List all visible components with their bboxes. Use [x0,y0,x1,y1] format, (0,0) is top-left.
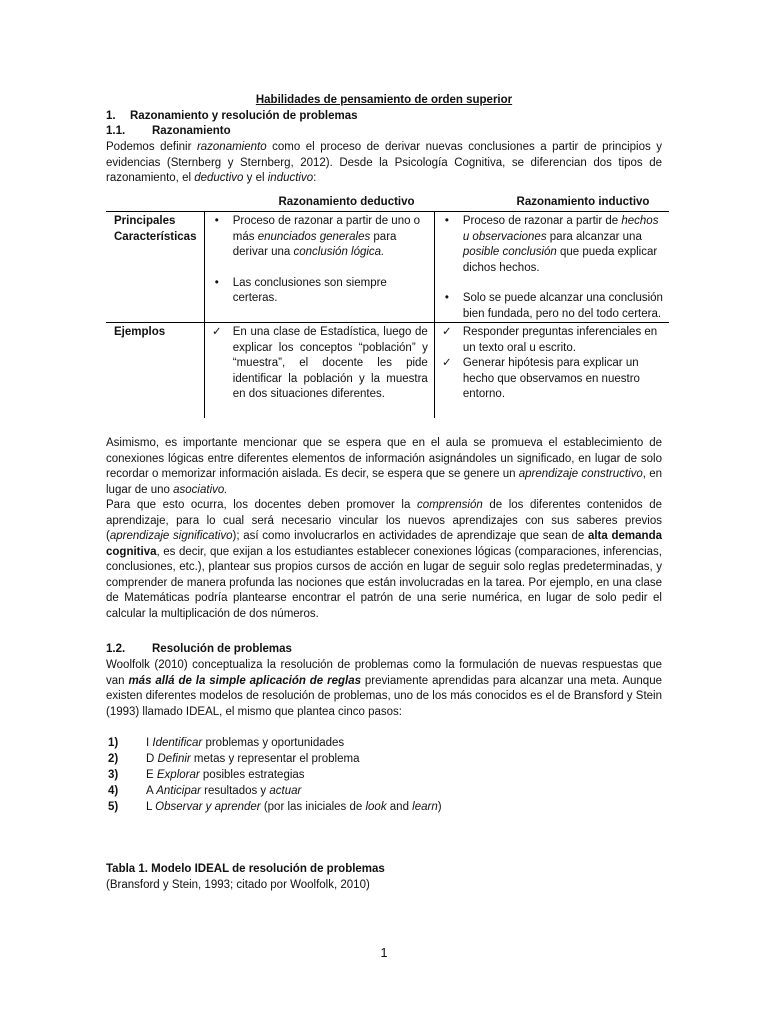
bullet-icon: • [214,276,219,289]
section-1-1-title: Razonamiento [152,125,231,137]
ideal-steps-list [106,736,442,816]
list-item: 2) D Definir metas y representar el problema [108,753,360,765]
section-1-title: Razonamiento y resolución de problemas [130,110,358,122]
inductive-features-list [435,214,669,322]
caption-title: Tabla 1. Modelo IDEAL de resolución de problemas [106,863,385,875]
list-item: • Solo se puede alcanzar una conclusión bien fundada, pero no del todo certera. [435,291,669,322]
table-caption [106,862,385,893]
paragraph-constructive-learning [106,436,662,622]
list-item: ✓ Generar hipótesis para explicar un hecho que observamos en nuestro entorno. [435,356,669,403]
cell-inductive-examples [434,323,669,419]
cell-deductive-examples [204,323,434,419]
list-item: 3) E Explorar posibles estrategias [108,769,305,781]
reasoning-table [106,211,669,418]
table-row-examples [106,323,669,419]
table-row-characteristics [106,212,669,323]
section-1-heading [106,109,358,125]
column-header-inductive: Razonamiento inductivo [516,196,650,208]
list-item: • Proceso de razonar a partir de uno o más enunciados generales para derivar una conclusión lógica. [205,214,434,261]
inductive-examples-list [435,325,669,403]
list-item: ✓ Responder preguntas inferenciales en un texto oral u escrito. [435,325,669,356]
deductive-examples-list [205,325,434,403]
section-1-2-number: 1.2. [106,643,126,655]
column-header-deductive: Razonamiento deductivo [278,196,415,208]
list-item: • Las conclusiones son siempre certeras. [205,276,434,307]
bullet-icon: • [214,215,219,227]
bullet-icon: • [444,215,449,227]
deductive-features-list [205,214,434,307]
list-item: 1) I Identificar problemas y oportunidades [108,737,345,749]
section-1-number: 1. [106,110,116,122]
document-title: Habilidades de pensamiento de orden superior [255,94,513,106]
list-item: 4) A Anticipar resultados y actuar [108,785,302,797]
intro-paragraph: Podemos definir razonamiento como el proceso de derivar nuevas conclusiones a partir de principios y evidencias (Sternberg y Sternberg, 2012). Desde la Psicología Cognitiva, se diferencian dos tipos de razonamiento, el deductivo y el inductivo: [106,141,662,184]
cell-inductive-features [434,212,669,323]
row-label-examples: Ejemplos [106,323,204,419]
cell-deductive-features [204,212,434,323]
list-item: ✓ En una clase de Estadística, luego de explicar los conceptos “población” y “muestra”, el docente les pide identificar la población y la muestra en dos situaciones diferentes. [205,325,434,403]
paragraph-3: Para que esto ocurra, los docentes deben promover la comprensión de los diferentes contenidos de aprendizaje, para lo cual será necesario vincular los nuevos aprendizajes con sus saberes previos (aprendizaje significativo); así como involucrarlos en actividades de aprendizaje que sean de alta demanda cognitiva, es decir, que exijan a los estudiantes establecer conexiones lógicas (comparaciones, inferencias, conclusiones, etc.), plantear sus propios cursos de acción en lugar de seguir solo reglas predeterminadas, y comprender de manera profunda las nociones que están involucradas en la tarea. Por ejemplo, en una clase de Matemáticas podría plantearse encontrar el patrón de una serie numérica, en lugar de solo pedir el calcular la multiplicación de dos números. [106,499,662,620]
section-1-1-number: 1.1. [106,125,126,137]
list-item: 5) L Observar y aprender (por las iniciales de look and learn) [108,801,442,813]
section-1-2-title: Resolución de problemas [152,643,292,655]
page-number: 1 [380,945,388,960]
row-label-characteristics: Principales Características [106,212,204,323]
list-item: • Proceso de razonar a partir de hechos u observaciones para alcanzar una posible conclusión que pueda explicar dichos hechos. [435,214,669,276]
bullet-icon: • [444,292,449,304]
section-1-1-heading [106,124,231,140]
section-1-2-heading [106,642,292,658]
paragraph-problem-solving: Woolfolk (2010) conceptualiza la resolución de problemas como la formulación de nuevas respuestas que van más allá de la simple aplicación de reglas previamente aprendidas para alcanzar una meta. Aunque existen diferentes modelos de resolución de problemas, uno de los más conocidos es el de Bransford y Stein (1993) llamado IDEAL, el mismo que plantea cinco pasos: [106,659,662,718]
checkmark-icon: ✓ [442,326,452,338]
paragraph-2: Asimismo, es importante mencionar que se espera que en el aula se promueva el establecimiento de conexiones lógicas entre diferentes elementos de información asignándoles un significado, en lugar de solo recordar o memorizar información aislada. Es decir, se espera que se genere un aprendizaje constructivo, en lugar de uno asociativo. [106,437,662,496]
checkmark-icon: ✓ [211,326,222,338]
caption-source: (Bransford y Stein, 1993; citado por Woolfolk, 2010) [106,878,370,891]
checkmark-icon: ✓ [442,357,452,369]
